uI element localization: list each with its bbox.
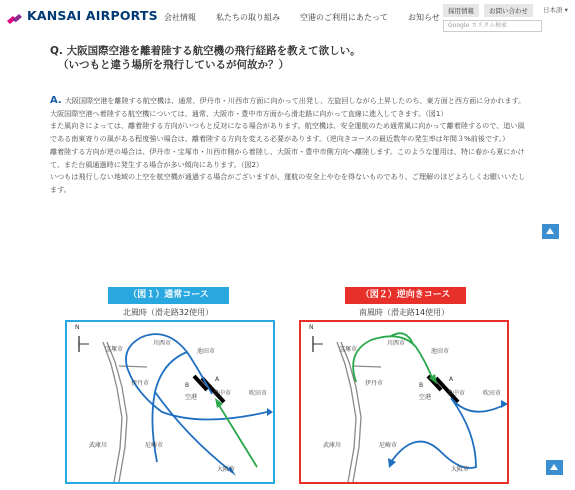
- approach-path: [217, 402, 257, 467]
- map-label-runway-a: A: [215, 376, 220, 383]
- map-label-suita: 吹田市: [483, 390, 502, 397]
- nav-initiatives[interactable]: 私たちの取り組み: [216, 13, 280, 22]
- figure-1-map: [65, 320, 275, 484]
- river-line: [353, 366, 381, 367]
- logo-text: KANSAI AIRPORTS: [27, 8, 158, 23]
- river-line: [119, 366, 147, 367]
- nav-airport-use[interactable]: 空港のご利用にあたって: [300, 13, 388, 22]
- answer-paragraph: 大阪国際空港を離陸する航空機は、通常、伊丹市・川西市方面に向かって出発し、左旋回しながら上昇したのち、東方面と西方面に分かれます。: [64, 96, 526, 105]
- figure-2-title: （図２）逆向きコース: [345, 287, 466, 304]
- map-label-airport: 空港: [185, 394, 198, 401]
- recruit-button[interactable]: 採用情報: [443, 4, 479, 17]
- main-nav: [164, 12, 460, 23]
- faq-answer: [50, 95, 528, 197]
- figure-1-title: （図１）通常コース: [108, 287, 229, 304]
- utility-links: [443, 4, 538, 17]
- scroll-top-button[interactable]: [542, 224, 559, 239]
- figure-2-map: [299, 320, 509, 484]
- map-label-airport: 空港: [419, 394, 432, 401]
- answer-letter: A.: [50, 95, 62, 106]
- map-label-suita: 吹田市: [249, 390, 268, 397]
- question-line-2: （いつもと違う場所を飛行しているが何故か？）: [58, 59, 289, 71]
- figure-2-subtitle: 南風時（滑走路14使用）: [358, 308, 450, 317]
- map-label-osaka: 大阪市: [451, 466, 470, 473]
- answer-paragraph: いつもは飛行しない地域の上空を航空機が通過する場合がございますが、運航の安全上やむを得ないものであり、ご理解のほどよろしくお願いいたします。: [50, 172, 526, 194]
- contact-button[interactable]: お問い合わせ: [484, 4, 533, 17]
- map-label-osaka: 大阪市: [217, 466, 236, 473]
- chevron-down-icon: ▾: [564, 6, 568, 14]
- site-header: [0, 0, 575, 34]
- map-label-itami: 伊丹市: [365, 380, 384, 387]
- site-logo[interactable]: [7, 8, 158, 23]
- map-label-kawanishi: 川西市: [387, 340, 406, 347]
- map-label-amagasaki: 尼崎市: [145, 442, 164, 449]
- map-label-mukonoso: 武庫川: [323, 442, 342, 449]
- map-label-itami: 伊丹市: [131, 380, 150, 387]
- north-label: N: [75, 324, 80, 331]
- map-label-takarazuka: 宝塚市: [339, 346, 358, 353]
- river-line: [103, 342, 122, 482]
- answer-paragraph: また風向きによっては、離着陸する方向がいつもと反対になる場合があります。航空機は、安全運航のため通常風に向かって離着陸するので、追い風である南東寄りの風がある程度強い場合は、離着陸する方向を変える必要があります。（逆向きコースの最近数年の発生率は年間３%前後です。）: [50, 121, 525, 144]
- map-label-ikeda: 池田市: [431, 348, 450, 355]
- language-select[interactable]: [543, 5, 568, 14]
- map-label-kawanishi: 川西市: [153, 340, 172, 347]
- map-label-takarazuka: 宝塚市: [105, 346, 124, 353]
- map-label-mukonoso: 武庫川: [89, 442, 108, 449]
- arrow-icon: [501, 400, 508, 408]
- logo-mark-icon: [7, 10, 23, 22]
- figure-1-subtitle: 北風時（滑走路32使用）: [122, 308, 214, 317]
- search-input[interactable]: Google カスタム検索: [443, 20, 542, 32]
- nav-company[interactable]: 会社情報: [164, 13, 196, 22]
- question-line-1: Q. 大阪国際空港を離着陸する航空機の飛行経路を教えて欲しい。: [50, 45, 361, 57]
- map-label-toyonaka: 豊中市: [447, 390, 466, 397]
- faq-question: [50, 44, 520, 72]
- map-label-runway-a: A: [449, 376, 454, 383]
- answer-paragraph: 離着陸する方向が逆の場合は、伊丹市・宝塚市・川西市側から着陸し、大阪市・豊中市側方向へ離陸します。このような運用は、特に春から夏にかけて、また台風通過時に発生する場合が多い傾向にあります。（図2）: [50, 146, 525, 169]
- nav-news[interactable]: お知らせ: [408, 13, 440, 22]
- map-label-toyonaka: 豊中市: [213, 390, 232, 397]
- map-label-amagasaki: 尼崎市: [379, 442, 398, 449]
- language-label: 日本語: [543, 6, 563, 14]
- arrow-icon: [267, 408, 273, 416]
- map-label-ikeda: 池田市: [197, 348, 216, 355]
- map-label-runway-b: B: [185, 382, 190, 389]
- map-label-runway-b: B: [419, 382, 424, 389]
- north-label: N: [309, 324, 314, 331]
- scroll-top-button[interactable]: [546, 460, 563, 475]
- answer-paragraph: 大阪国際空港へ着陸する航空機については、通常、大阪市・豊中市方面から滑走路に向かって直線に進入してきます。（図1）: [50, 108, 448, 118]
